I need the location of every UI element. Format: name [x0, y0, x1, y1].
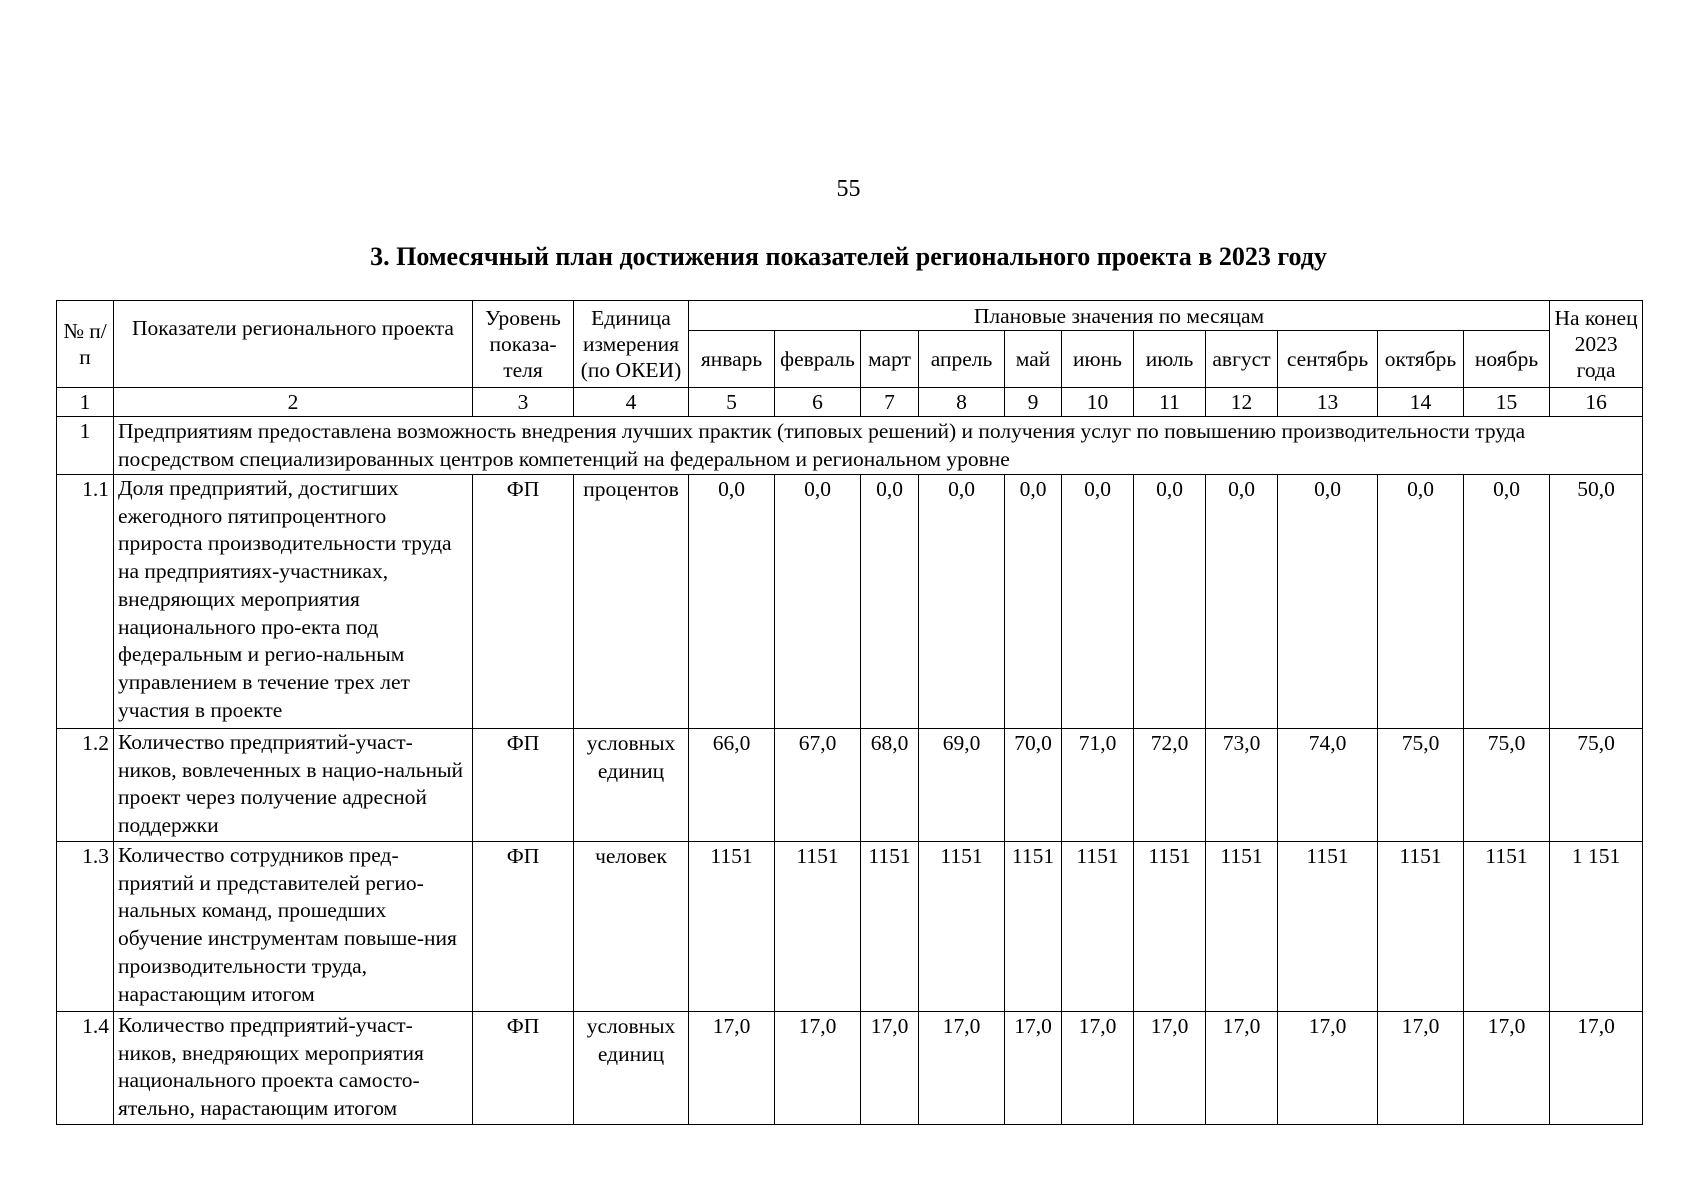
header-indicator: Показатели регионального проекта	[114, 301, 473, 388]
column-number: 16	[1550, 388, 1643, 417]
header-month: март	[861, 331, 919, 388]
indicator-level: ФП	[473, 842, 574, 1012]
monthly-value: 0,0	[775, 475, 861, 729]
monthly-value: 75,0	[1378, 729, 1464, 842]
column-number: 5	[689, 388, 775, 417]
monthly-value: 1151	[1062, 842, 1134, 1012]
monthly-value: 1151	[1134, 842, 1206, 1012]
column-number: 8	[919, 388, 1005, 417]
table-row	[57, 842, 1643, 1012]
monthly-value: 1151	[775, 842, 861, 1012]
monthly-value: 0,0	[1062, 475, 1134, 729]
monthly-value: 17,0	[1464, 1012, 1550, 1125]
monthly-value: 1151	[919, 842, 1005, 1012]
monthly-value: 66,0	[689, 729, 775, 842]
header-level: Уровень показа-теля	[473, 301, 574, 388]
header-month: апрель	[919, 331, 1005, 388]
monthly-value: 17,0	[919, 1012, 1005, 1125]
header-month: сентябрь	[1278, 331, 1378, 388]
header-month: октябрь	[1378, 331, 1464, 388]
monthly-value: 71,0	[1062, 729, 1134, 842]
column-number: 9	[1005, 388, 1062, 417]
indicator-name: Доля предприятий, достигших ежегодного пятипроцентного прироста производительности труда на предприятиях-участниках, внедряющих мероприятия национального про-екта под федеральным и регио-нальным управлением в течение трех лет участия в проекте	[114, 475, 473, 729]
indicator-level: ФП	[473, 475, 574, 729]
year-end-value: 1 151	[1550, 842, 1643, 1012]
monthly-value: 0,0	[1278, 475, 1378, 729]
monthly-value: 74,0	[1278, 729, 1378, 842]
table-row	[57, 475, 1643, 729]
monthly-value: 67,0	[775, 729, 861, 842]
column-number: 6	[775, 388, 861, 417]
monthly-value: 1151	[1278, 842, 1378, 1012]
header-month: ноябрь	[1464, 331, 1550, 388]
monthly-value: 0,0	[1134, 475, 1206, 729]
monthly-plan-table	[56, 300, 1643, 1125]
monthly-value: 1151	[1206, 842, 1278, 1012]
monthly-value: 17,0	[861, 1012, 919, 1125]
column-number: 10	[1062, 388, 1134, 417]
year-end-value: 75,0	[1550, 729, 1643, 842]
monthly-value: 17,0	[1005, 1012, 1062, 1125]
unit-of-measure: человек	[574, 842, 689, 1012]
column-number: 7	[861, 388, 919, 417]
column-number: 2	[114, 388, 473, 417]
monthly-value: 0,0	[1464, 475, 1550, 729]
monthly-value: 70,0	[1005, 729, 1062, 842]
indicator-name: Количество предприятий-участ-ников, внедряющих мероприятия национального проекта самосто-ятельно, нарастающим итогом	[114, 1012, 473, 1125]
document-title: 3. Помесячный план достижения показателей регионального проекта в 2023 году	[370, 242, 1327, 271]
row-number: 1.4	[57, 1012, 114, 1125]
year-end-value: 17,0	[1550, 1012, 1643, 1125]
header-planned-values: Плановые значения по месяцам	[689, 301, 1550, 331]
indicator-name: Количество предприятий-участ-ников, вовлеченных в нацио-нальный проект через получение адресной поддержки	[114, 729, 473, 842]
column-number: 4	[574, 388, 689, 417]
monthly-value: 1151	[1005, 842, 1062, 1012]
monthly-value: 75,0	[1464, 729, 1550, 842]
column-number: 15	[1464, 388, 1550, 417]
monthly-value: 68,0	[861, 729, 919, 842]
monthly-value: 0,0	[1206, 475, 1278, 729]
column-number: 12	[1206, 388, 1278, 417]
row-number: 1.3	[57, 842, 114, 1012]
column-number-row	[57, 388, 1643, 417]
header-unit: Единица измерения (по ОКЕИ)	[574, 301, 689, 388]
indicator-name: Количество сотрудников пред-приятий и представителей регио-нальных команд, прошедших обучение инструментам повыше-ния производительности труда, нарастающим итогом	[114, 842, 473, 1012]
column-number: 13	[1278, 388, 1378, 417]
monthly-value: 73,0	[1206, 729, 1278, 842]
monthly-value: 0,0	[919, 475, 1005, 729]
monthly-value: 17,0	[1378, 1012, 1464, 1125]
column-number: 11	[1134, 388, 1206, 417]
row-number: 1.2	[57, 729, 114, 842]
section-text: Предприятиям предоставлена возможность внедрения лучших практик (типовых решений) и получения услуг по повышению производительности труда посредством специализированных центров компетенций на федеральном и региональном уровне	[114, 417, 1643, 475]
section-row	[57, 417, 1643, 475]
header-month: январь	[689, 331, 775, 388]
header-no: № п/п	[57, 301, 114, 388]
column-number: 1	[57, 388, 114, 417]
indicator-level: ФП	[473, 1012, 574, 1125]
monthly-value: 69,0	[919, 729, 1005, 842]
header-month: июнь	[1062, 331, 1134, 388]
table-row	[57, 1012, 1643, 1125]
unit-of-measure: процентов	[574, 475, 689, 729]
table-row	[57, 729, 1643, 842]
monthly-value: 17,0	[1062, 1012, 1134, 1125]
monthly-value: 17,0	[1206, 1012, 1278, 1125]
unit-of-measure: условных единиц	[574, 729, 689, 842]
monthly-value: 0,0	[861, 475, 919, 729]
monthly-value: 1151	[1464, 842, 1550, 1012]
column-number: 3	[473, 388, 574, 417]
header-year-end: На конец 2023 года	[1550, 301, 1643, 388]
monthly-value: 17,0	[775, 1012, 861, 1125]
indicator-level: ФП	[473, 729, 574, 842]
section-number: 1	[57, 417, 114, 475]
header-month: май	[1005, 331, 1062, 388]
monthly-value: 0,0	[689, 475, 775, 729]
monthly-value: 0,0	[1378, 475, 1464, 729]
monthly-value: 1151	[689, 842, 775, 1012]
monthly-value: 17,0	[1134, 1012, 1206, 1125]
row-number: 1.1	[57, 475, 114, 729]
header-month: август	[1206, 331, 1278, 388]
header-month: июль	[1134, 331, 1206, 388]
unit-of-measure: условных единиц	[574, 1012, 689, 1125]
page-number: 55	[836, 176, 861, 202]
monthly-value: 0,0	[1005, 475, 1062, 729]
monthly-value: 1151	[861, 842, 919, 1012]
year-end-value: 50,0	[1550, 475, 1643, 729]
monthly-value: 1151	[1378, 842, 1464, 1012]
monthly-value: 17,0	[689, 1012, 775, 1125]
header-month: февраль	[775, 331, 861, 388]
column-number: 14	[1378, 388, 1464, 417]
monthly-value: 72,0	[1134, 729, 1206, 842]
monthly-value: 17,0	[1278, 1012, 1378, 1125]
